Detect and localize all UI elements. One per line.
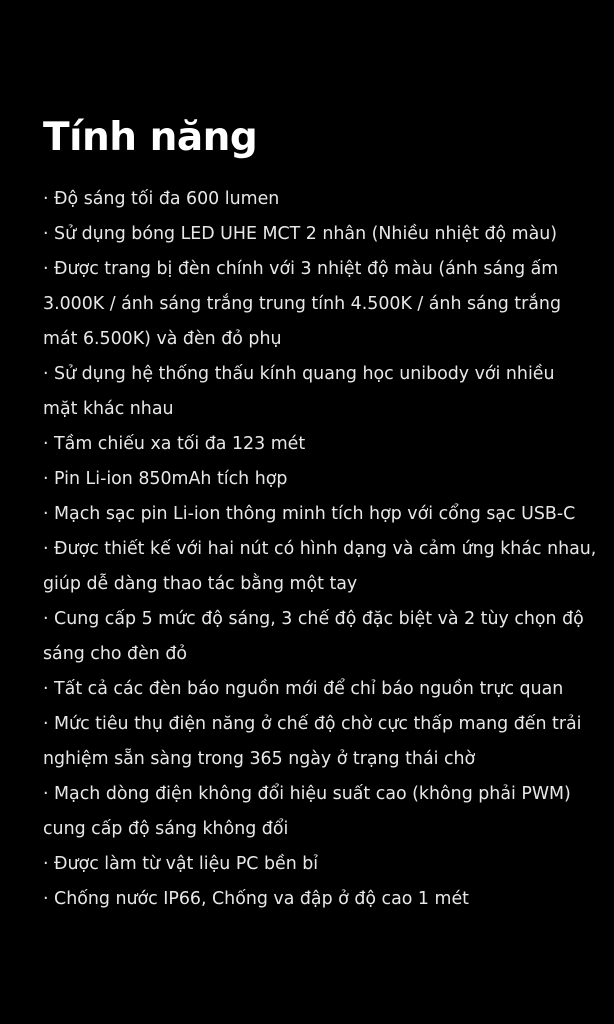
feature-text-continued: giúp dễ dàng thao tác bằng một tay (43, 574, 358, 594)
feature-text: · Cung cấp 5 mức độ sáng, 3 chế độ đặc biệt và 2 tùy chọn độ (43, 609, 584, 629)
feature-text: · Mạch dòng điện không đổi hiệu suất cao (không phải PWM) (43, 784, 571, 804)
feature-text-continued: mát 6.500K) và đèn đỏ phụ (43, 329, 282, 349)
feature-text-continued: mặt khác nhau (43, 399, 174, 419)
feature-text: · Được thiết kế với hai nút có hình dạng và cảm ứng khác nhau, (43, 539, 597, 559)
feature-text-continued: nghiệm sẵn sàng trong 365 ngày ở trạng thái chờ (43, 749, 476, 769)
feature-text: · Mạch sạc pin Li-ion thông minh tích hợp với cổng sạc USB-C (43, 504, 576, 524)
feature-text: · Mức tiêu thụ điện năng ở chế độ chờ cực thấp mang đến trải (43, 714, 582, 734)
feature-text: · Được trang bị đèn chính với 3 nhiệt độ màu (ánh sáng ấm (43, 259, 559, 279)
feature-text: · Sử dụng bóng LED UHE MCT 2 nhân (Nhiều nhiệt độ màu) (43, 224, 558, 244)
feature-text: · Tất cả các đèn báo nguồn mới để chỉ báo nguồn trực quan (43, 679, 564, 699)
feature-text-continued: sáng cho đèn đỏ (43, 644, 188, 664)
page-title: Tính năng (43, 115, 258, 160)
feature-text: · Sử dụng hệ thống thấu kính quang học unibody với nhiều (43, 364, 555, 384)
feature-text: · Được làm từ vật liệu PC bền bỉ (43, 854, 319, 874)
feature-text: · Tầm chiếu xa tối đa 123 mét (43, 434, 306, 454)
feature-text-continued: cung cấp độ sáng không đổi (43, 819, 289, 839)
feature-text: · Pin Li-ion 850mAh tích hợp (43, 469, 288, 489)
feature-text: · Chống nước IP66, Chống va đập ở độ cao 1 mét (43, 889, 469, 909)
feature-text: · Độ sáng tối đa 600 lumen (43, 189, 280, 209)
feature-text-continued: 3.000K / ánh sáng trắng trung tính 4.500K / ánh sáng trắng (43, 294, 561, 314)
